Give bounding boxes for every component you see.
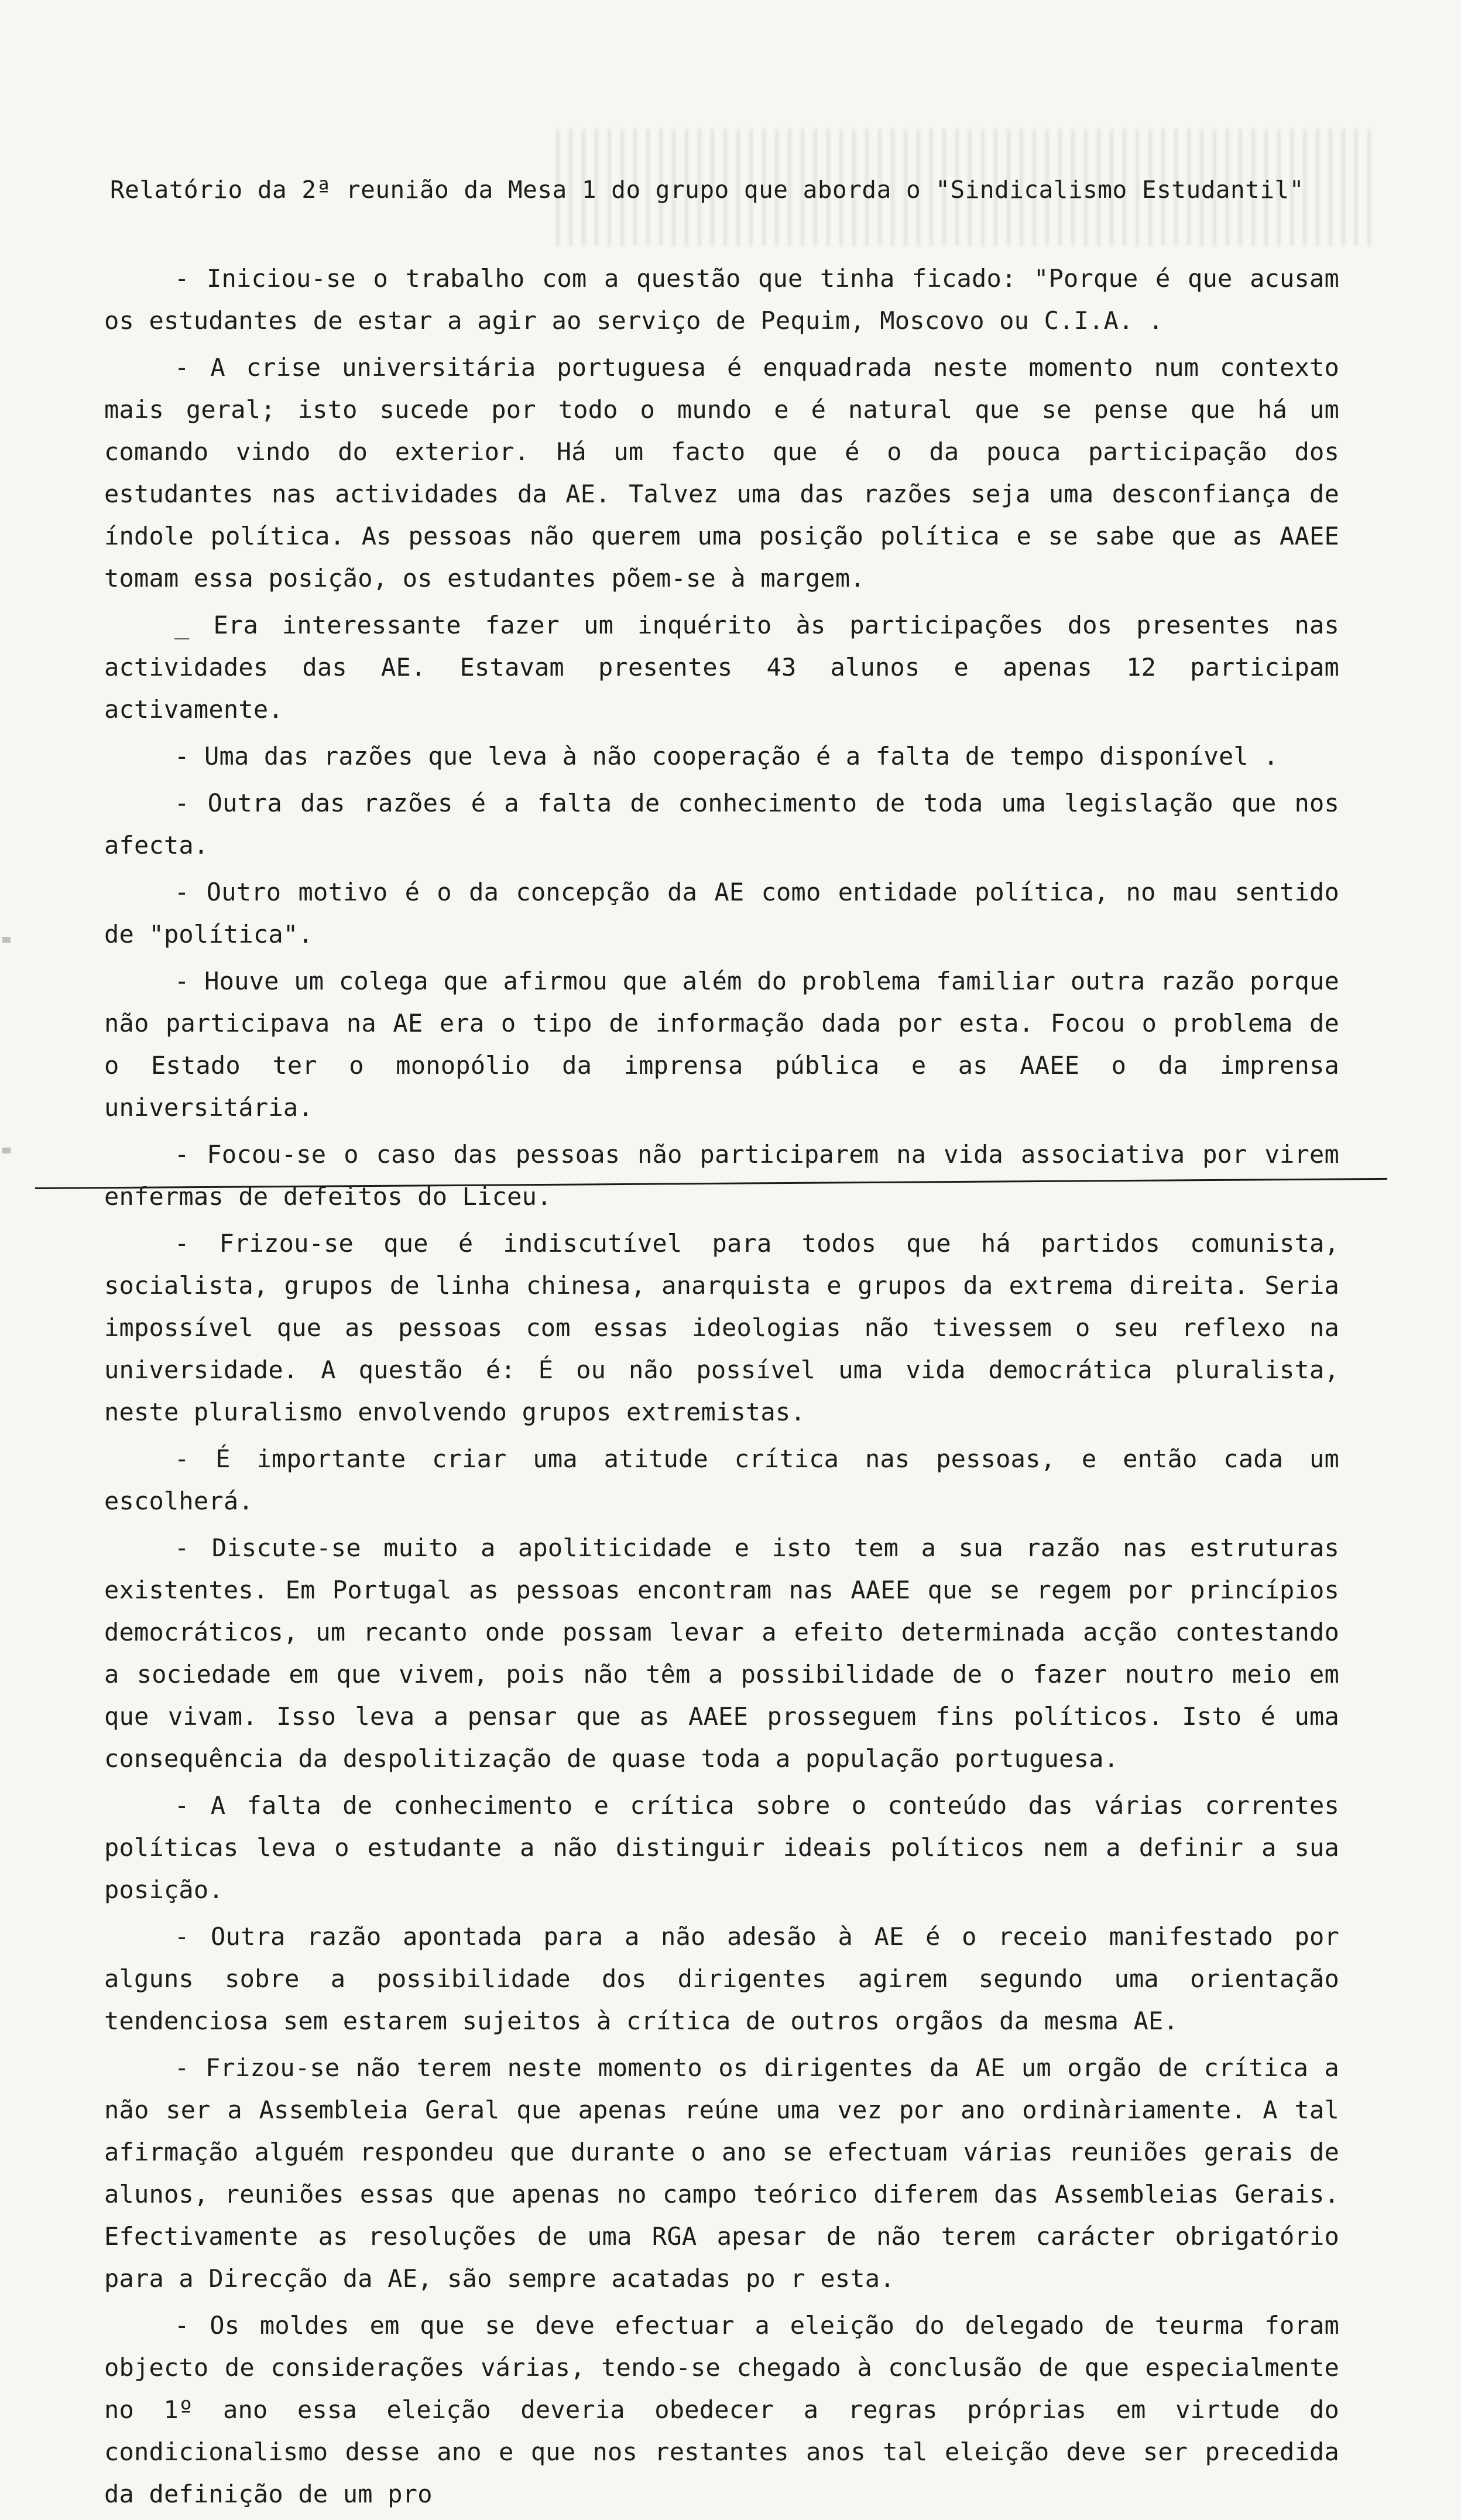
paragraph: - Focou-se o caso das pessoas não participarem na vida associativa por virem enfermas de defeitos do Liceu. <box>104 1140 1339 1211</box>
edge-mark <box>2 937 11 943</box>
paragraph: - Uma das razões que leva à não cooperação é a falta de tempo disponível . <box>174 742 1278 771</box>
document-body <box>104 258 1339 2520</box>
paragraph: - Os moldes em que se deve efectuar a eleição do delegado de teurma foram objecto de considerações várias, tendo-se chegado à conclusão de que especialmente no 1º ano essa eleição deveria obedecer a regras próprias em virtude do condicionalismo desse ano e que nos restantes anos tal eleição deve ser precedida da definição de um pro <box>104 2311 1339 2508</box>
paragraph: - A crise universitária portuguesa é enquadrada neste momento num contexto mais geral; isto sucede por todo o mundo e é natural que se pense que há um comando vindo do exterior. Há um facto que é o da pouca participação dos estudantes nas actividades da AE. Talvez uma das razões seja uma desconfiança de índole política. As pessoas não querem uma posição política e se sabe que as AAEE tomam essa posição, os estudantes põem-se à margem. <box>104 353 1339 593</box>
paragraph: - Outro motivo é o da concepção da AE como entidade política, no mau sentido de "política". <box>104 878 1339 949</box>
paragraph: - Frizou-se que é indiscutível para todos que há partidos comunista, socialista, grupos de linha chinesa, anarquista e grupos da extrema direita. Seria impossível que as pessoas com essas ideologias não tivessem o seu reflexo na universidade. A questão é: É ou não possível uma vida democrática pluralista, neste pluralismo envolvendo grupos extremistas. <box>104 1229 1339 1426</box>
paragraph: - Outra das razões é a falta de conhecimento de toda uma legislação que nos afecta. <box>104 789 1339 860</box>
paragraph: - Houve um colega que afirmou que além do problema familiar outra razão porque não participava na AE era o tipo de informação dada por esta. Focou o problema de o Estado ter o monopólio da imprensa pública e as AAEE o da imprensa universitária. <box>104 967 1339 1122</box>
paragraph: - Outra razão apontada para a não adesão à AE é o receio manifestado por alguns sobre a possibilidade dos dirigentes agirem segundo uma orientação tendenciosa sem estarem sujeitos à crítica de outros orgãos da mesma AE. <box>104 1922 1339 2035</box>
paragraph: - A falta de conhecimento e crítica sobre o conteúdo das várias correntes políticas leva o estudante a não distinguir ideais políticos nem a definir a sua posição. <box>104 1791 1339 1904</box>
edge-mark <box>2 1148 11 1153</box>
paragraph: - Frizou-se não terem neste momento os dirigentes da AE um orgão de crítica a não ser a Assembleia Geral que apenas reúne uma vez por ano ordinàriamente. A tal afirmação alguém respondeu que durante o ano se efectuam várias reuniões gerais de alunos, reuniões essas que apenas no campo teórico diferem das Assembleias Gerais. Efectivamente as resoluções de uma RGA apesar de não terem carácter obrigatório para a Direcção da AE, são sempre acatadas po r esta. <box>104 2053 1339 2293</box>
document-title: Relatório da 2ª reunião da Mesa 1 do grupo que aborda o "Sindicalismo Estudantil" <box>110 176 1304 204</box>
paragraph: _ Era interessante fazer um inquérito às participações dos presentes nas actividades das AE. Estavam presentes 43 alunos e apenas 12 participam activamente. <box>104 611 1339 724</box>
paragraph: - É importante criar uma atitude crítica nas pessoas, e então cada um escolherá. <box>104 1444 1339 1515</box>
paragraph: - Iniciou-se o trabalho com a questão que tinha ficado: "Porque é que acusam os estudantes de estar a agir ao serviço de Pequim, Moscovo ou C.I.A. . <box>104 264 1339 335</box>
paragraph: - Discute-se muito a apoliticidade e isto tem a sua razão nas estruturas existentes. Em Portugal as pessoas encontram nas AAEE que se regem por princípios democráticos, um recanto onde possam levar a efeito determinada acção contestando a sociedade em que vivem, pois não têm a possibilidade de o fazer noutro meio em que vivam. Isso leva a pensar que as AAEE prosseguem fins políticos. Isto é uma consequência da despolitização de quase toda a população portuguesa. <box>104 1533 1339 1773</box>
